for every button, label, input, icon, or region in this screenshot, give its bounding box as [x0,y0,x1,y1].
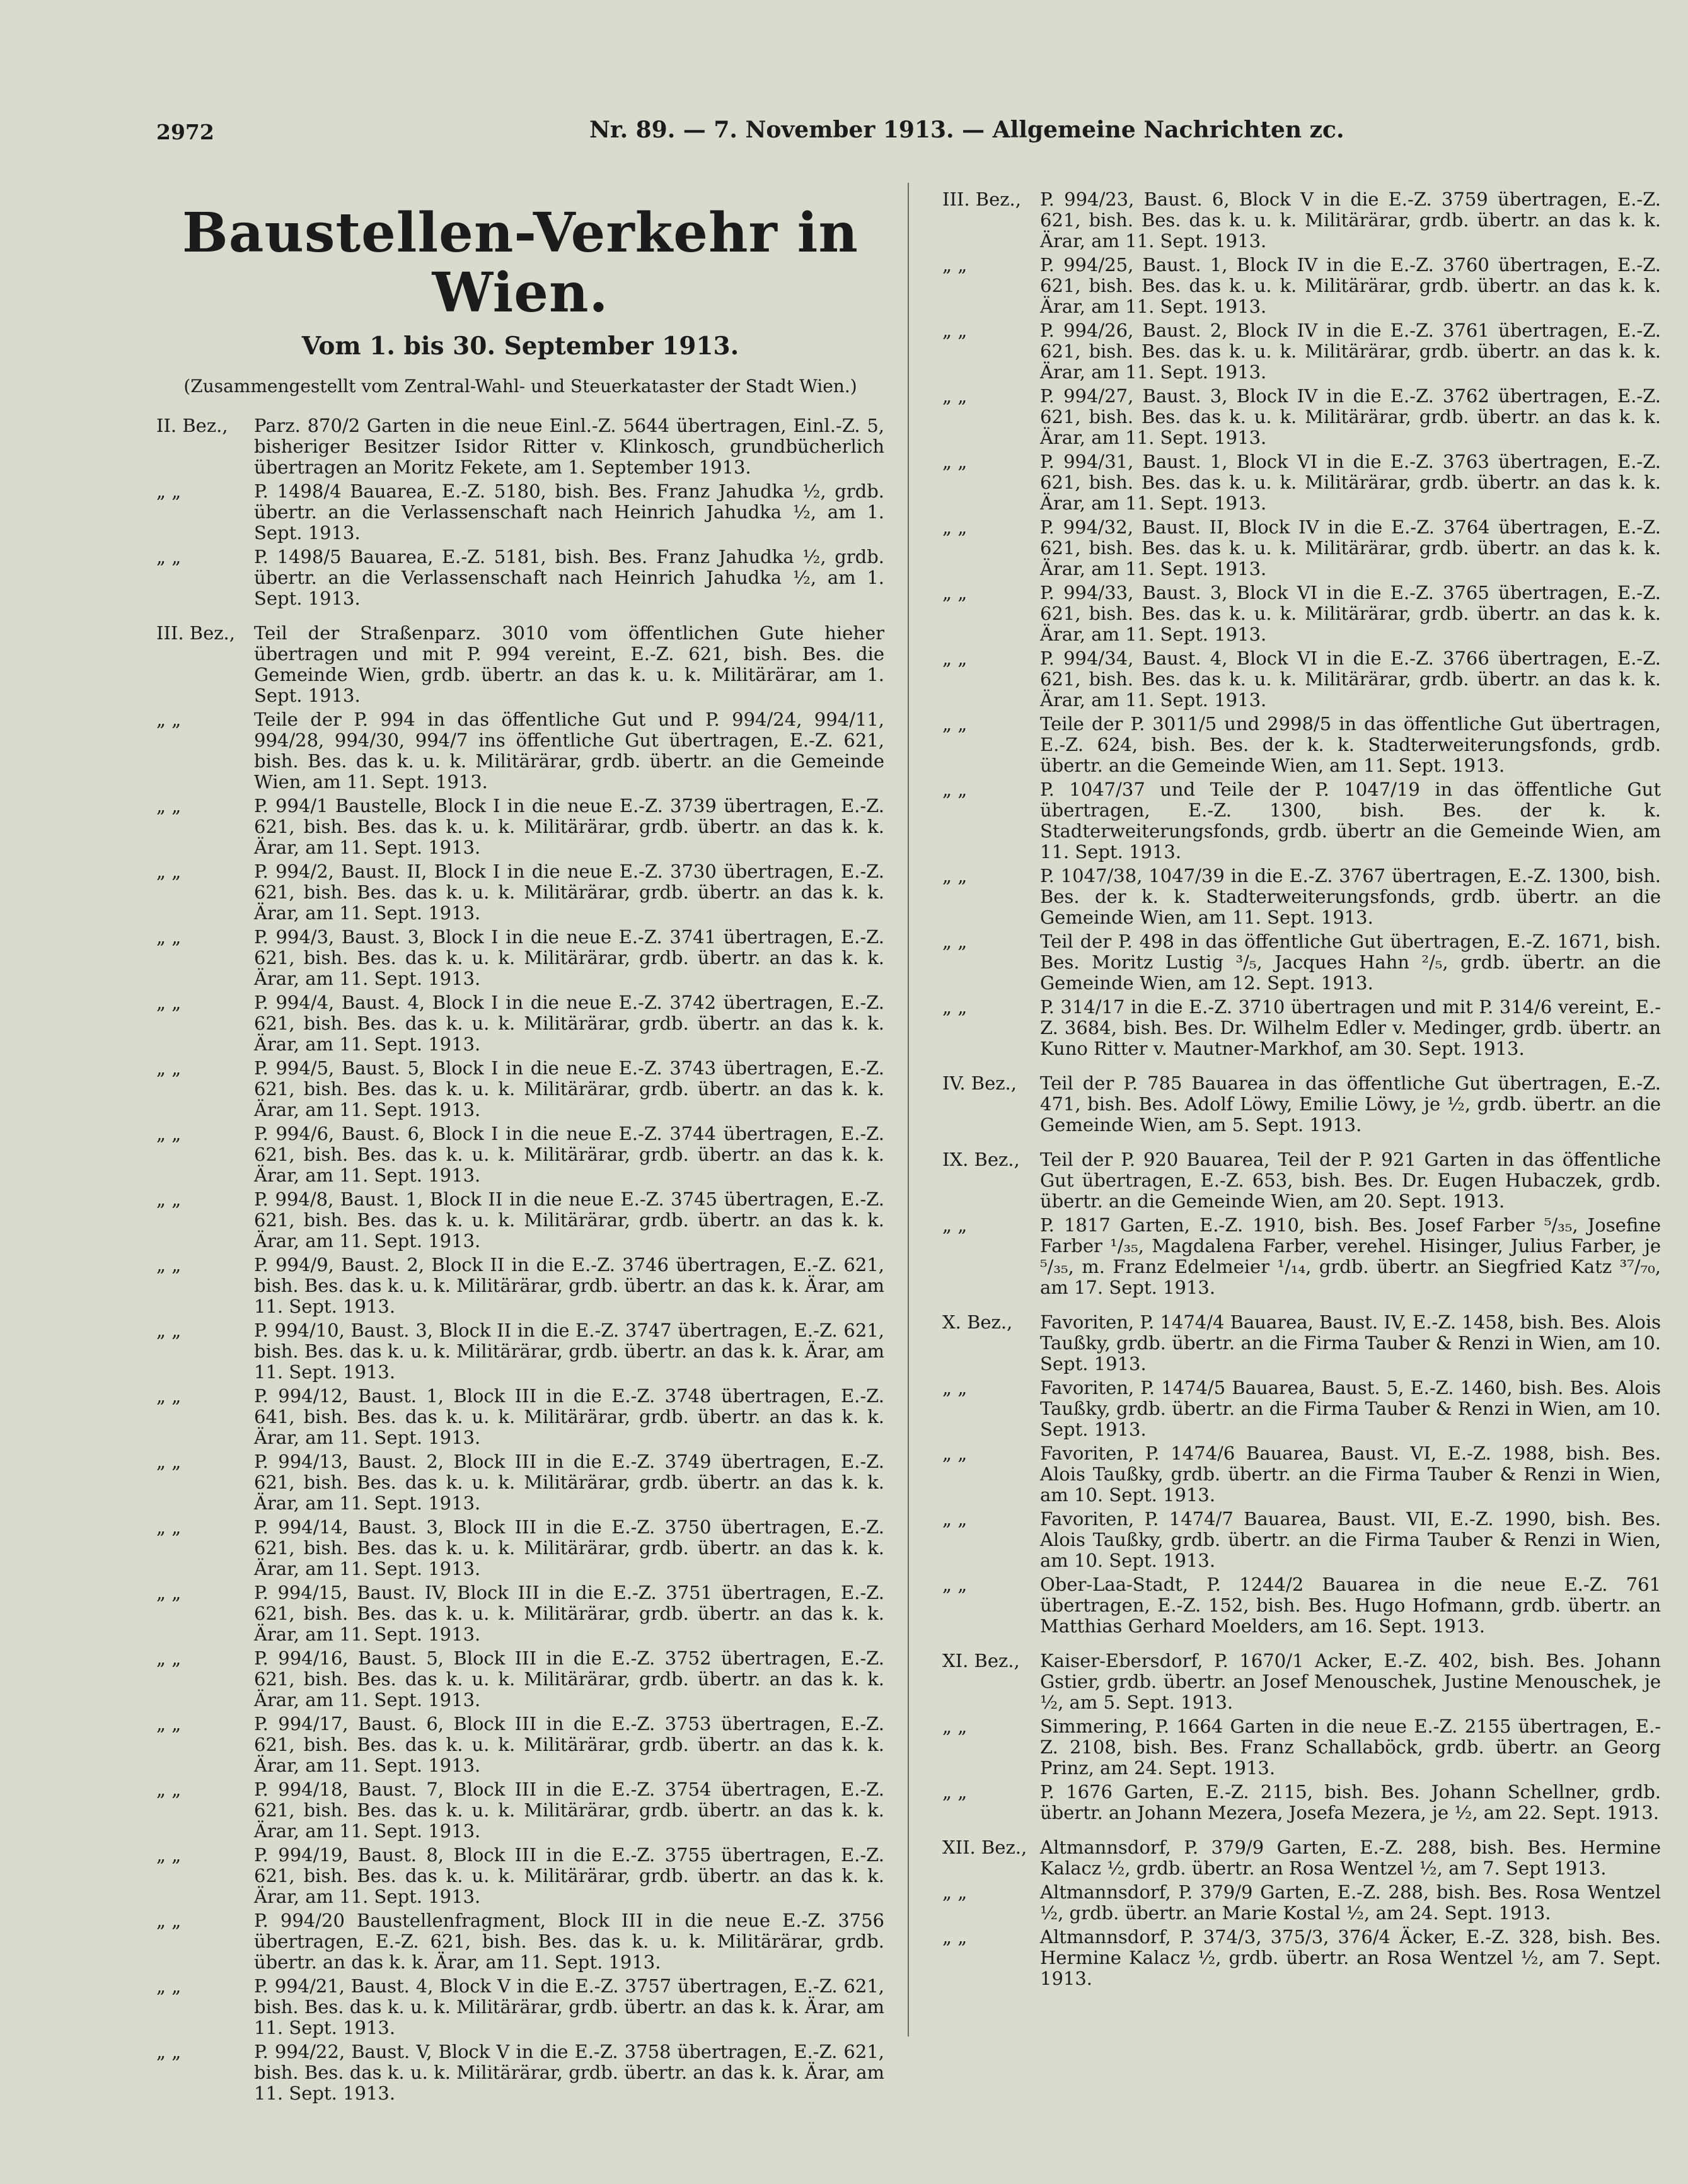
entry-district: II. Bez., [156,415,228,437]
entry-text: Teil der P. 785 Bauarea in das öffentliche Gut übertragen, E.-Z. 471, bish. Bes. Adolf Löwy, Emilie Löwy, je ½, grdb. übertr. an die Gemeinde Wien, am 5. Sept. 1913. [1040,1072,1661,1136]
entry-text: P. 994/12, Baust. 1, Block III in die E.-Z. 3748 übertragen, E.-Z. 641, bish. Bes. das k. u. k. Militärärar, grdb. übertr. an das k. k. Ärar, am 11. Sept. 1913. [254,1385,884,1449]
entry-district: „ „ [156,1188,182,1211]
entry-text: Teile der P. 994 in das öffentliche Gut und P. 994/24, 994/11, 994/28, 994/30, 994/7 ins öffentliche Gut übertragen, E.-Z. 621, bish. Bes. das k. u. k. Militärärar, grdb. übertr. an die Gemeinde Wien, am 11. Sept. 1913. [254,709,884,793]
entry-district: „ „ [156,546,182,568]
entry-district: „ „ [942,516,968,538]
entry-district: „ „ [942,451,968,472]
entry-district: „ „ [156,1713,182,1735]
entry [942,1149,1661,1212]
entry-district: „ „ [942,648,968,669]
entry [156,1058,884,1120]
entry [156,709,884,793]
entry [156,2042,884,2104]
entry-text: P. 314/17 in die E.-Z. 3710 übertragen und mit P. 314/6 vereint, E.-Z. 3684, bish. Bes. Dr. Wilhelm Edler v. Medinger, grdb. übertr. an Kuno Ritter v. Mautner-Markhof, am 30. Sept. 1913. [1040,996,1661,1059]
entry-text: P. 994/18, Baust. 7, Block III in die E.-Z. 3754 übertragen, E.-Z. 621, bish. Bes. das k. u. k. Militärärar, grdb. übertr. an das k. k. Ärar, am 11. Sept. 1913. [254,1779,884,1842]
entry [156,992,884,1055]
entry-text: Favoriten, P. 1474/7 Bauarea, Baust. VII, E.-Z. 1990, bish. Bes. Alois Taußky, grdb. übertr. an die Firma Tauber & Renzi in Wien, am 10. Sept. 1913. [1040,1508,1661,1571]
entry-text: P. 994/22, Baust. V, Block V in die E.-Z. 3758 übertragen, E.-Z. 621, bish. Bes. das k. u. k. Militärärar, grdb. übertr. an das k. k. Ärar, am 11. Sept. 1913. [254,2041,884,2105]
entry-district: „ „ [942,1781,968,1803]
entry [156,1451,884,1514]
entry-text: P. 994/1 Baustelle, Block I in die neue E.-Z. 3739 übertragen, E.-Z. 621, bish. Bes. das k. u. k. Militärärar, grdb. übertr. an das k. k. Ärar, am 11. Sept. 1913. [254,795,884,859]
entry [156,1779,884,1842]
entry [156,1845,884,1907]
entry [942,931,1661,994]
entry-district: XII. Bez., [942,1837,1027,1858]
entry-text: P. 994/15, Baust. IV, Block III in die E.-Z. 3751 übertragen, E.-Z. 621, bish. Bes. das k. u. k. Militärärar, grdb. übertr. an das k. k. Ärar, am 11. Sept. 1913. [254,1582,884,1646]
entry-text: Teil der Straßenparz. 3010 vom öffentlichen Gute hieher übertragen und mit P. 994 vereint, E.-Z. 621, bish. Bes. die Gemeinde Wien, grdb. übertr. an das k. u. k. Militärärar, am 1. Sept. 1913. [254,622,884,707]
entry [156,1517,884,1579]
entry-text: P. 1498/5 Bauarea, E.-Z. 5181, bish. Bes. Franz Jahudka ½, grdb. übertr. an die Verlassenschaft nach Heinrich Jahudka ½, am 1. Sept. 1913. [254,546,884,610]
entry-district: XI. Bez., [942,1650,1020,1671]
entry [156,927,884,989]
entry-text: P. 994/27, Baust. 3, Block IV in die E.-Z. 3762 übertragen, E.-Z. 621, bish. Bes. das k. u. k. Militärärar, grdb. übertr. an das k. k. Ärar, am 11. Sept. 1913. [1040,385,1661,448]
entry [156,1386,884,1448]
entry-text: P. 994/21, Baust. 4, Block V in die E.-Z. 3757 übertragen, E.-Z. 621, bish. Bes. das k. u. k. Militärärar, grdb. übertr. an das k. k. Ärar, am 11. Sept. 1913. [254,1975,884,2039]
entry-text: P. 994/4, Baust. 4, Block I in die neue E.-Z. 3742 übertragen, E.-Z. 621, bish. Bes. das k. u. k. Militärärar, grdb. übertr. an das k. k. Ärar, am 11. Sept. 1913. [254,992,884,1055]
entry [156,1648,884,1711]
entry-district: „ „ [942,1508,968,1530]
entry-district: „ „ [942,582,968,603]
entry-text: P. 994/13, Baust. 2, Block III in die E.-Z. 3749 übertragen, E.-Z. 621, bish. Bes. das k. u. k. Militärärar, grdb. übertr. an das k. k. Ärar, am 11. Sept. 1913. [254,1451,884,1514]
entry-text: Teil der P. 920 Bauarea, Teil der P. 921 Garten in das öffentliche Gut übertragen, E.-Z. 653, bish. Bes. Dr. Eugen Hubaczek, grdb. übertr. an die Gemeinde Wien, am 20. Sept. 1913. [1040,1149,1661,1212]
entry-text: P. 994/20 Baustellenfragment, Block III in die neue E.-Z. 3756 übertragen, E.-Z. 621, bish. Bes. das k. u. k. Militärärar, grdb. übertr. an das k. k. Ärar, am 11. Sept. 1913. [254,1910,884,1973]
entry-text: Parz. 870/2 Garten in die neue Einl.-Z. 5644 übertragen, Einl.-Z. 5, bisheriger Besitzer Isidor Ritter v. Klinkosch, grundbücherlich übertragen an Moritz Fekete, am 1. September 1913. [254,415,884,479]
entry-district: „ „ [156,1975,182,1997]
entry-text: P. 1817 Garten, E.-Z. 1910, bish. Bes. Josef Farber ⁵/₃₅, Josefine Farber ¹/₃₅, Magdalena Farber, verehel. Hisinger, Julius Farber, je ⁵/₃₅, m. Franz Edelmeier ¹/₁₄, grdb. übertr. an Siegfried Katz ³⁷/₇₀, am 17. Sept. 1913. [1040,1214,1661,1298]
entry-text: P. 994/3, Baust. 3, Block I in die neue E.-Z. 3741 übertragen, E.-Z. 621, bish. Bes. das k. u. k. Militärärar, grdb. übertr. an das k. k. Ärar, am 11. Sept. 1913. [254,926,884,990]
entry-district: „ „ [942,1716,968,1737]
entry-text: P. 994/26, Baust. 2, Block IV in die E.-Z. 3761 übertragen, E.-Z. 621, bish. Bes. das k. u. k. Militärärar, grdb. übertr. an das k. k. Ärar, am 11. Sept. 1913. [1040,320,1661,383]
entry [156,623,884,706]
entry-district: „ „ [942,1214,968,1236]
entry-text: P. 994/33, Baust. 3, Block VI in die E.-Z. 3765 übertragen, E.-Z. 621, bish. Bes. das k. u. k. Militärärar, grdb. übertr. an das k. k. Ärar, am 11. Sept. 1913. [1040,582,1661,645]
entry-text: P. 994/9, Baust. 2, Block II in die E.-Z. 3746 übertragen, E.-Z. 621, bish. Bes. das k. u. k. Militärärar, grdb. übertr. an das k. k. Ärar, am 11. Sept. 1913. [254,1254,884,1318]
entry-district: „ „ [156,795,182,817]
entry-district: „ „ [156,992,182,1014]
entry-text: P. 994/19, Baust. 8, Block III in die E.-Z. 3755 übertragen, E.-Z. 621, bish. Bes. das k. u. k. Militärärar, grdb. übertr. an das k. k. Ärar, am 11. Sept. 1913. [254,1844,884,1908]
left-column [156,199,884,2107]
entry [156,1910,884,1973]
entry [942,1716,1661,1779]
entry-text: Altmannsdorf, P. 379/9 Garten, E.-Z. 288, bish. Bes. Rosa Wentzel ½, grdb. übertr. an Marie Kostal ½, am 24. Sept. 1913. [1040,1881,1661,1924]
entry [942,1378,1661,1440]
entry-text: P. 994/8, Baust. 1, Block II in die neue E.-Z. 3745 übertragen, E.-Z. 621, bish. Bes. das k. u. k. Militärärar, grdb. übertr. an das k. k. Ärar, am 11. Sept. 1913. [254,1188,884,1252]
entry-text: Teil der P. 498 in das öffentliche Gut übertragen, E.-Z. 1671, bish. Bes. Moritz Lustig ³/₅, Jacques Hahn ²/₅, grdb. übertr. an die Gemeinde Wien, am 12. Sept. 1913. [1040,931,1661,994]
page-number: 2972 [156,120,214,144]
entry-district: „ „ [156,926,182,948]
entry [156,481,884,543]
entry-district: „ „ [156,1123,182,1145]
entry-text: Teile der P. 3011/5 und 2998/5 in das öffentliche Gut übertragen, E.-Z. 624, bish. Bes. der k. k. Stadterweiterungsfonds, grdb. übertr. an die Gemeinde Wien, am 11. Sept. 1913. [1040,713,1661,776]
entry-district: „ „ [156,1647,182,1670]
entry-text: Altmannsdorf, P. 379/9 Garten, E.-Z. 288, bish. Bes. Hermine Kalacz ½, grdb. übertr. an Rosa Wentzel ½, am 7. Sept 1913. [1040,1837,1661,1879]
entry-district: III. Bez., [156,622,235,644]
entry-district: „ „ [942,320,968,341]
entry [942,517,1661,579]
entry-text: Simmering, P. 1664 Garten in die neue E.-Z. 2155 übertragen, E.-Z. 2108, bish. Bes. Franz Schallaböck, grdb. übertr. an Georg Prinz, am 24. Sept. 1913. [1040,1716,1661,1779]
entry-text: P. 1047/37 und Teile der P. 1047/19 in das öffentliche Gut übertragen, E.-Z. 1300, bish. Bes. der k. k. Stadterweiterungsfonds, grdb. übertr an die Gemeinde Wien, am 11. Sept. 1913. [1040,779,1661,863]
entry-text: Favoriten, P. 1474/6 Bauarea, Baust. VI, E.-Z. 1988, bish. Bes. Alois Taußky, grdb. übertr. an die Firma Tauber & Renzi in Wien, am 10. Sept. 1913. [1040,1443,1661,1506]
entry [156,415,884,478]
entry-district: „ „ [156,1582,182,1604]
entry [942,255,1661,317]
entry [156,1124,884,1186]
article-source: (Zusammengestellt vom Zentral-Wahl- und Steuerkataster der Stadt Wien.) [183,376,857,397]
entry-district: „ „ [942,385,968,407]
entry-text: P. 994/25, Baust. 1, Block IV in die E.-Z. 3760 übertragen, E.-Z. 621, bish. Bes. das k. u. k. Militärärar, grdb. übertr. an das k. k. Ärar, am 11. Sept. 1913. [1040,254,1661,317]
running-header: Nr. 89. — 7. November 1913. — Allgemeine Nachrichten zc. [589,117,1344,143]
entry-district: „ „ [156,480,182,502]
entry [942,1443,1661,1506]
entry [942,648,1661,711]
entry [942,1509,1661,1571]
entry-district: IX. Bez., [942,1149,1020,1170]
entry [156,547,884,609]
entry-district: IV. Bez., [942,1072,1017,1094]
entry-text: P. 994/16, Baust. 5, Block III in die E.-Z. 3752 übertragen, E.-Z. 621, bish. Bes. das k. u. k. Militärärar, grdb. übertr. an das k. k. Ärar, am 11. Sept. 1913. [254,1647,884,1711]
entry-text: P. 1676 Garten, E.-Z. 2115, bish. Bes. Johann Schellner, grdb. übertr. an Johann Mezera, Josefa Mezera, je ½, am 22. Sept. 1913. [1040,1781,1661,1823]
entry [942,1312,1661,1374]
entry [942,866,1661,928]
column-divider [908,183,909,2036]
entry [156,1320,884,1383]
entry [156,861,884,924]
entry-district: „ „ [156,2041,182,2063]
entry [942,1651,1661,1713]
entry [156,1583,884,1645]
entry-district: „ „ [942,931,968,952]
entry-district: „ „ [156,1320,182,1342]
entry [942,451,1661,514]
entry [942,714,1661,776]
entry [942,1927,1661,1989]
entry-district: „ „ [156,861,182,883]
entry-district: „ „ [156,709,182,731]
entry [942,779,1661,863]
entry [942,1073,1661,1136]
entry [942,1215,1661,1298]
entry [942,189,1661,252]
right-entry-list [942,189,1661,1989]
entry [942,583,1661,645]
article-title: Baustellen-Verkehr in Wien. [182,201,858,325]
entry [942,386,1661,448]
entry-district: „ „ [942,865,968,886]
entry-text: Favoriten, P. 1474/5 Bauarea, Baust. 5, E.-Z. 1460, bish. Bes. Alois Taußky, grdb. übertr. an die Firma Tauber & Renzi in Wien, am 10. Sept. 1913. [1040,1377,1661,1440]
entry-district: „ „ [156,1910,182,1932]
entry-district: „ „ [942,779,968,800]
entry-text: Favoriten, P. 1474/4 Bauarea, Baust. IV, E.-Z. 1458, bish. Bes. Alois Taußky, grdb. übertr. an die Firma Tauber & Renzi in Wien, am 10. Sept. 1913. [1040,1311,1661,1374]
left-entry-list [156,415,884,2104]
entry-district: „ „ [942,713,968,735]
entry [942,1574,1661,1637]
entry [156,1714,884,1776]
entry-district: „ „ [156,1779,182,1801]
entry-text: P. 1047/38, 1047/39 in die E.-Z. 3767 übertragen, E.-Z. 1300, bish. Bes. der k. k. Stadterweiterungsfonds, grdb. übertr. an die Gemeinde Wien, am 11. Sept. 1913. [1040,865,1661,928]
entry-text: P. 994/2, Baust. II, Block I in die neue E.-Z. 3730 übertragen, E.-Z. 621, bish. Bes. das k. u. k. Militärärar, grdb. übertr. an das k. k. Ärar, am 11. Sept. 1913. [254,861,884,924]
entry [942,1882,1661,1924]
entry-district: „ „ [942,1926,968,1948]
entry-district: „ „ [942,996,968,1018]
entry [942,320,1661,383]
entry-text: P. 994/10, Baust. 3, Block II in die E.-Z. 3747 übertragen, E.-Z. 621, bish. Bes. das k. u. k. Militärärar, grdb. übertr. an das k. k. Ärar, am 11. Sept. 1913. [254,1320,884,1383]
entry-district: „ „ [156,1385,182,1407]
entry-text: P. 994/14, Baust. 3, Block III in die E.-Z. 3750 übertragen, E.-Z. 621, bish. Bes. das k. u. k. Militärärar, grdb. übertr. an das k. k. Ärar, am 11. Sept. 1913. [254,1516,884,1580]
entry [156,1976,884,2038]
entry-district: „ „ [942,1377,968,1398]
entry-district: „ „ [942,1881,968,1903]
entry [156,796,884,858]
article-subtitle: Vom 1. bis 30. September 1913. [301,332,739,361]
entry-district: III. Bez., [942,189,1021,210]
entry-text: P. 994/34, Baust. 4, Block VI in die E.-Z. 3766 übertragen, E.-Z. 621, bish. Bes. das k. u. k. Militärärar, grdb. übertr. an das k. k. Ärar, am 11. Sept. 1913. [1040,648,1661,711]
right-column [942,189,1661,1992]
entry-district: „ „ [942,1443,968,1464]
entry-text: P. 994/32, Baust. II, Block IV in die E.-Z. 3764 übertragen, E.-Z. 621, bish. Bes. das k. u. k. Militärärar, grdb. übertr. an das k. k. Ärar, am 11. Sept. 1913. [1040,516,1661,579]
entry-district: „ „ [156,1451,182,1473]
entry [942,997,1661,1059]
entry-district: „ „ [156,1254,182,1276]
entry-text: P. 994/6, Baust. 6, Block I in die neue E.-Z. 3744 übertragen, E.-Z. 621, bish. Bes. das k. u. k. Militärärar, grdb. übertr. an das k. k. Ärar, am 11. Sept. 1913. [254,1123,884,1187]
entry [942,1837,1661,1879]
entry-text: P. 994/23, Baust. 6, Block V in die E.-Z. 3759 übertragen, E.-Z. 621, bish. Bes. das k. u. k. Militärärar, grdb. übertr. an das k. k. Ärar, am 11. Sept. 1913. [1040,189,1661,252]
entry-text: Kaiser-Ebersdorf, P. 1670/1 Acker, E.-Z. 402, bish. Bes. Johann Gstier, grdb. übertr. an Josef Menouschek, Justine Menouschek, je ½, am 5. Sept. 1913. [1040,1650,1661,1713]
entry-district: „ „ [942,254,968,276]
entry-text: Altmannsdorf, P. 374/3, 375/3, 376/4 Äcker, E.-Z. 328, bish. Bes. Hermine Kalacz ½, grdb. übertr. an Rosa Wentzel ½, am 7. Sept. 1913. [1040,1926,1661,1989]
entry-text: Ober-Laa-Stadt, P. 1244/2 Bauarea in die neue E.-Z. 761 übertragen, E.-Z. 152, bish. Bes. Hugo Hofmann, grdb. übertr. an Matthias Gerhard Moelders, am 16. Sept. 1913. [1040,1574,1661,1637]
entry-district: X. Bez., [942,1311,1013,1333]
entry-district: „ „ [156,1516,182,1538]
entry-district: „ „ [942,1574,968,1595]
entry-text: P. 1498/4 Bauarea, E.-Z. 5180, bish. Bes. Franz Jahudka ½, grdb. übertr. an die Verlassenschaft nach Heinrich Jahudka ½, am 1. Sept. 1913. [254,480,884,544]
entry [942,1782,1661,1823]
entry-text: P. 994/17, Baust. 6, Block III in die E.-Z. 3753 übertragen, E.-Z. 621, bish. Bes. das k. u. k. Militärärar, grdb. übertr. an das k. k. Ärar, am 11. Sept. 1913. [254,1713,884,1777]
entry [156,1189,884,1252]
entry [156,1255,884,1317]
entry-text: P. 994/31, Baust. 1, Block VI in die E.-Z. 3763 übertragen, E.-Z. 621, bish. Bes. das k. u. k. Militärärar, grdb. übertr. an das k. k. Ärar, am 11. Sept. 1913. [1040,451,1661,514]
entry-district: „ „ [156,1844,182,1866]
entry-text: P. 994/5, Baust. 5, Block I in die neue E.-Z. 3743 übertragen, E.-Z. 621, bish. Bes. das k. u. k. Militärärar, grdb. übertr. an das k. k. Ärar, am 11. Sept. 1913. [254,1057,884,1121]
entry-district: „ „ [156,1057,182,1079]
